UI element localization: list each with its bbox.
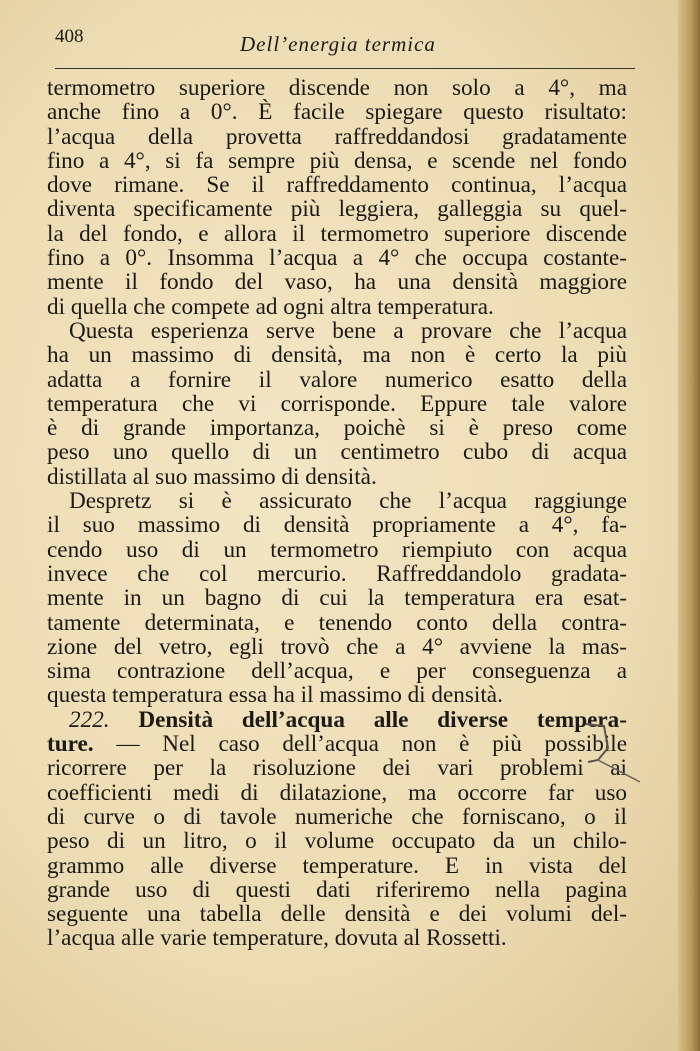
- text-line: il suo massimo di densità propriamente a 4°, fa-: [47, 512, 627, 539]
- section-title-end: ture.: [47, 731, 94, 758]
- text-line: anche fino a 0°. È facile spiegare questo risultato:: [47, 99, 627, 126]
- text-line: peso di un litro, o il volume occupato da un chilo-: [47, 828, 627, 855]
- text-line: mente il fondo del vaso, ha una densità maggiore: [47, 269, 627, 296]
- page-edge: [678, 0, 700, 1051]
- text-line: termometro superiore discende non solo a 4°, ma: [47, 75, 627, 101]
- text-line: fino a 0°. Insomma l’acqua a 4° che occupa costante-: [47, 245, 627, 272]
- text-line: temperatura che vi corrisponde. Eppure tale valore: [47, 390, 627, 417]
- text-line: coefficienti medi di dilatazione, ma occorre far uso: [47, 779, 627, 806]
- text-line: tamente determinata, e tenendo conto della contra-: [47, 609, 627, 636]
- text-line: cendo uso di un termometro riempiuto con acqua: [47, 536, 627, 563]
- text-line: invece che col mercurio. Raffreddandolo gradata-: [47, 560, 627, 587]
- section-heading-line: [47, 708, 627, 732]
- page-header: [55, 26, 635, 60]
- text-line: dove rimane. Se il raffreddamento continua, l’acqua: [47, 172, 627, 199]
- pencil-bracket-mark: [584, 720, 644, 784]
- page-number: 408: [55, 26, 84, 47]
- text-line: sima contrazione dell’acqua, e per conseguenza a: [47, 658, 627, 685]
- section-first-line: [47, 732, 627, 756]
- text-line: diventa specificamente più leggiera, galleggia su quel-: [47, 196, 627, 223]
- section-title: Densità dell’acqua alle diverse tempera-: [138, 706, 627, 733]
- text-line: fino a 4°, si fa sempre più densa, e scende nel fondo: [47, 147, 627, 174]
- section-number: 222.: [69, 706, 110, 733]
- section-first-line-text: — Nel caso dell’acqua non è più possibile: [93, 731, 627, 758]
- text-line: di quella che compete ad ogni altra temperatura.: [47, 293, 494, 320]
- text-line: è di grande importanza, poichè si è preso come: [47, 415, 627, 442]
- text-line: grammo alle diverse temperature. E in vista del: [47, 852, 627, 879]
- body-text: [47, 76, 627, 951]
- text-line: ha un massimo di densità, ma non è certo la più: [47, 342, 627, 369]
- text-line: peso uno quello di un centimetro cubo di acqua: [47, 439, 627, 466]
- text-line: adatta a fornire il valore numerico esatto della: [47, 366, 627, 393]
- running-title: Dell’energia termica: [240, 32, 436, 56]
- text-line: la del fondo, e allora il termometro superiore discende: [47, 220, 627, 247]
- text-line: ricorrere per la risoluzione dei vari problemi ai: [47, 755, 627, 782]
- text-line: l’acqua alle varie temperature, dovuta al Rossetti.: [47, 925, 507, 952]
- text-line: questa temperatura essa ha il massimo di densità.: [47, 682, 503, 709]
- text-line: grande uso di questi dati riferiremo nella pagina: [47, 876, 627, 903]
- text-line: di curve o di tavole numeriche che forniscano, o il: [47, 803, 627, 830]
- text-line: mente in un bagno di cui la temperatura era esat-: [47, 585, 627, 612]
- text-line: Questa esperienza serve bene a provare che l’acqua: [69, 317, 627, 344]
- text-line: l’acqua della provetta raffreddandosi gradatamente: [47, 123, 627, 150]
- text-line: distillata al suo massimo di densità.: [47, 463, 377, 490]
- text-line: seguente una tabella delle densità e dei volumi del-: [47, 901, 627, 928]
- text-line: Despretz si è assicurato che l’acqua raggiunge: [69, 488, 627, 515]
- text-line: zione del vetro, egli trovò che a 4° avviene la mas-: [47, 633, 627, 660]
- header-rule: [55, 68, 635, 69]
